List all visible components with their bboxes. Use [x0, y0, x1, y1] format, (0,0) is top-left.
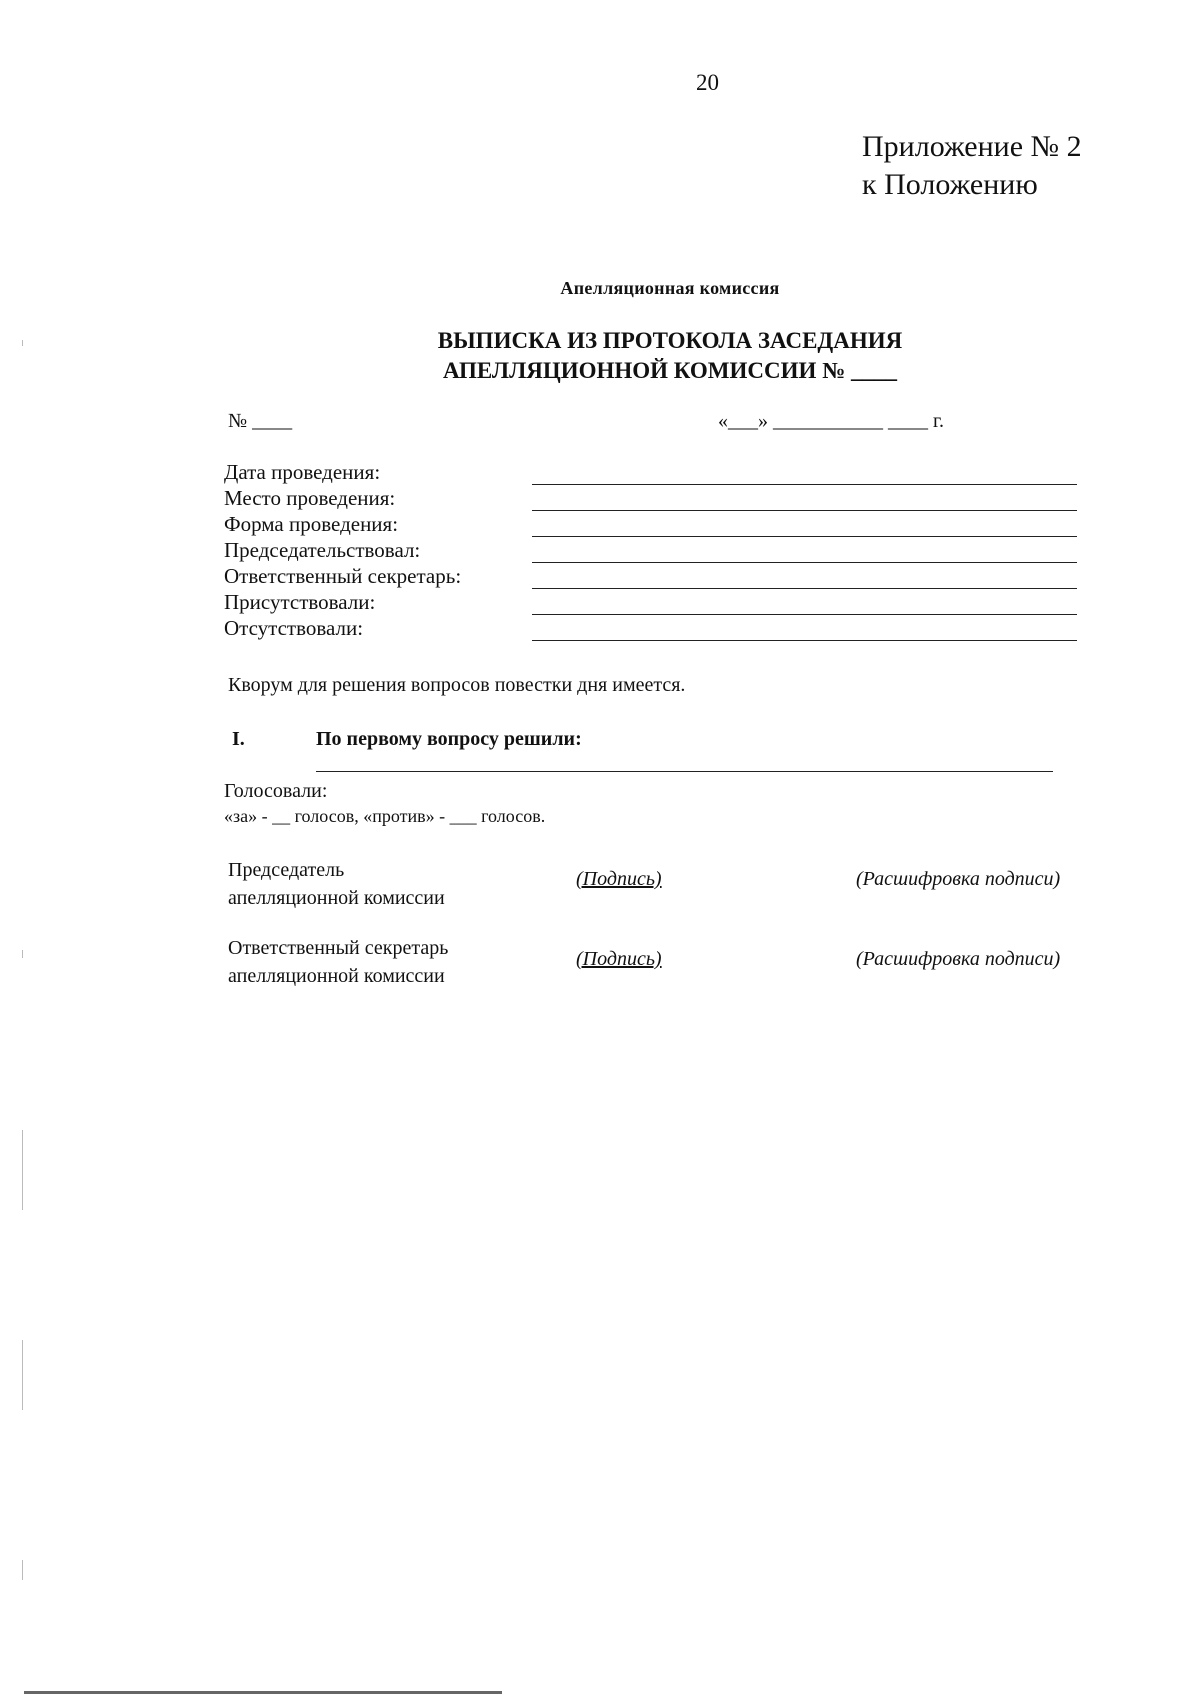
field-label-place: Место проведения: — [224, 486, 396, 510]
appendix-reference — [862, 128, 1082, 204]
signature-decoding-placeholder: (Расшифровка подписи) — [856, 868, 1061, 890]
votes-line: «за» - __ голосов, «против» - ___ голосов. — [224, 806, 546, 826]
signature-placeholder: (Подпись) — [576, 948, 662, 970]
scan-artifact — [22, 340, 23, 346]
question-decision-heading: По первому вопросу решили: — [316, 728, 582, 750]
scan-artifact — [22, 1340, 23, 1410]
signature-role-secretary — [228, 934, 448, 990]
field-label-form: Форма проведения: — [224, 512, 399, 536]
field-line-chairman[interactable] — [532, 562, 1077, 563]
field-line-secretary[interactable] — [532, 588, 1077, 589]
protocol-number: № ____ — [228, 410, 293, 432]
commission-name: Апелляционная комиссия — [560, 278, 780, 298]
role-line-2: апелляционной комиссии — [228, 965, 445, 987]
field-label-chairman: Председательствовал: — [224, 538, 421, 562]
appendix-line-2: к Положению — [862, 168, 1038, 201]
field-line-form[interactable] — [532, 536, 1077, 537]
document-title — [0, 326, 1200, 386]
field-label-date: Дата проведения: — [224, 460, 381, 484]
quorum-statement: Кворум для решения вопросов повестки дня имеется. — [228, 674, 686, 696]
field-line-present[interactable] — [532, 614, 1077, 615]
scan-artifact — [22, 1560, 23, 1580]
scan-artifact — [22, 1130, 23, 1210]
appendix-line-1: Приложение № 2 — [862, 130, 1082, 163]
field-line-absent[interactable] — [532, 640, 1077, 641]
field-label-secretary: Ответственный секретарь: — [224, 564, 462, 588]
question-number: I. — [232, 728, 245, 750]
page-number: 20 — [696, 70, 719, 95]
field-line-date[interactable] — [532, 484, 1077, 485]
scan-artifact — [22, 950, 23, 958]
signature-decoding-placeholder: (Расшифровка подписи) — [856, 948, 1061, 970]
role-line-1: Ответственный секретарь — [228, 937, 449, 959]
scan-edge-line — [24, 1691, 502, 1694]
field-line-place[interactable] — [532, 510, 1077, 511]
signature-placeholder: (Подпись) — [576, 868, 662, 890]
role-line-1: Председатель — [228, 859, 345, 881]
title-line-1: ВЫПИСКА ИЗ ПРОТОКОЛА ЗАСЕДАНИЯ — [437, 328, 903, 353]
title-line-2: АПЕЛЛЯЦИОННОЙ КОМИССИИ № ____ — [442, 358, 898, 383]
role-line-2: апелляционной комиссии — [228, 887, 445, 909]
voted-label: Голосовали: — [224, 780, 328, 802]
signature-role-chairman — [228, 856, 445, 912]
field-label-absent: Отсутствовали: — [224, 616, 364, 640]
field-label-present: Присутствовали: — [224, 590, 376, 614]
decision-line[interactable] — [316, 771, 1053, 772]
protocol-date: «___» ___________ ____ г. — [718, 410, 944, 432]
